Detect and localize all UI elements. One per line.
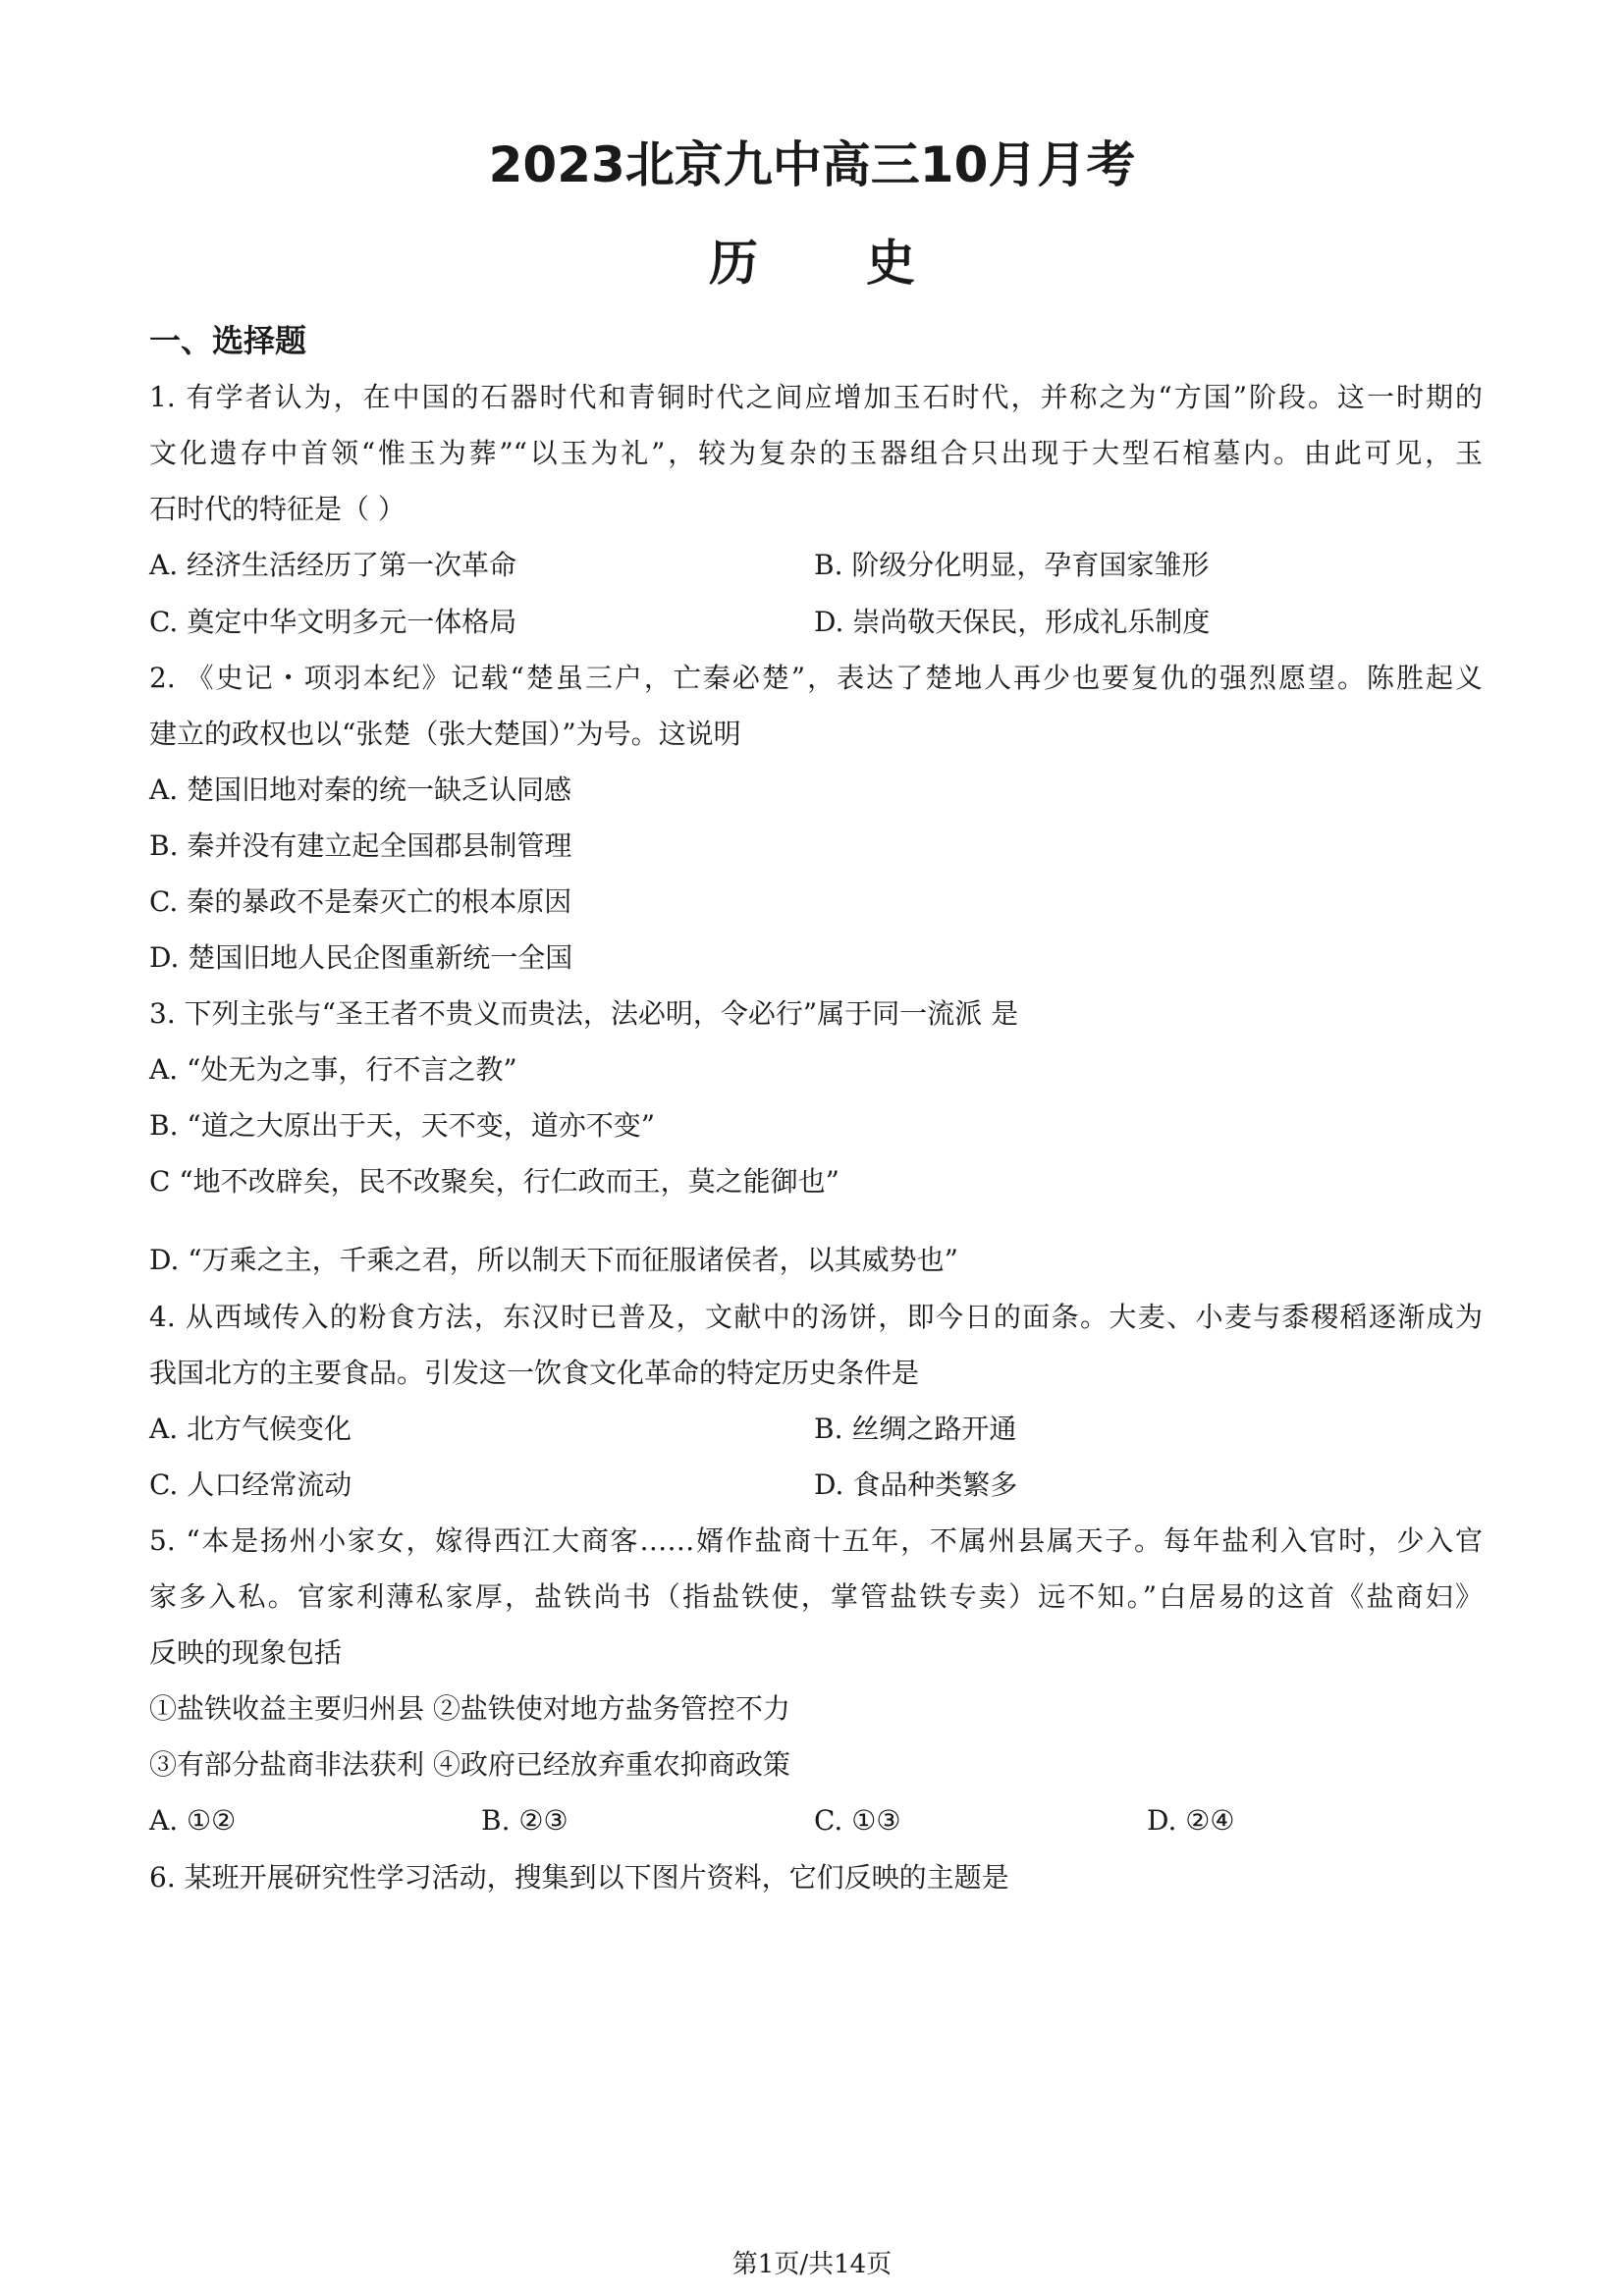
question-2-option-a: A. 楚国旧地对秦的统一缺乏认同感 [149,774,572,806]
question-1-option-a: A. 经济生活经历了第一次革命 [149,549,517,581]
subject-char-left: 历 [709,235,758,292]
question-3-option-b: B. “道之大原出于天，天不变，道亦不变” [149,1109,656,1142]
question-1-stem-line-1: 1. 有学者认为，在中国的石器时代和青铜时代之间应增加玉石时代，并称之为“方国”阶段。这一时期的 [149,381,1483,413]
question-5-stem-line-2: 家多入私。官家利薄私家厚，盐铁尚书（指盐铁使，掌管盐铁专卖）远不知。”白居易的这首《盐商妇》 [149,1580,1483,1613]
question-5-option-b: B. ②③ [481,1804,568,1837]
question-1-option-d: D. 崇尚敬天保民，形成礼乐制度 [814,606,1211,638]
question-1-option-c: C. 奠定中华文明多元一体格局 [149,606,517,638]
question-5-stem-line-1: 5. “本是扬州小家女，嫁得西江大商客……婿作盐商十五年，不属州县属天子。每年盐利入官时，少入官 [149,1524,1483,1557]
subject-char-right: 史 [866,235,915,292]
question-2-option-b: B. 秦并没有建立起全国郡县制管理 [149,829,572,862]
question-2-stem-line-1: 2. 《史记・项羽本纪》记载“楚虽三户，亡秦必楚”，表达了楚地人再少也要复仇的强烈愿望。陈胜起义 [149,662,1483,694]
section-heading: 一、选择题 [149,322,307,359]
question-4-stem-line-1: 4. 从西域传入的粉食方法，东汉时已普及，文献中的汤饼，即今日的面条。大麦、小麦与黍稷稻逐渐成为 [149,1301,1483,1333]
question-2-option-d: D. 楚国旧地人民企图重新统一全国 [149,941,573,974]
subject-title [0,224,1624,294]
question-5-option-d: D. ②④ [1147,1804,1235,1837]
exam-title: 2023北京九中高三10月月考 [488,136,1136,193]
question-1-option-b: B. 阶级分化明显，孕育国家雏形 [814,549,1210,581]
question-3-option-d: D. “万乘之主，千乘之君，所以制天下而征服诸侯者，以其威势也” [149,1244,958,1276]
question-6-stem-line-1: 6. 某班开展研究性学习活动，搜集到以下图片资料，它们反映的主题是 [149,1861,1009,1894]
question-4-option-b: B. 丝绸之路开通 [814,1413,1017,1445]
question-5-statements-1-2: ①盐铁收益主要归州县 ②盐铁使对地方盐务管控不力 [149,1692,790,1725]
question-2-stem-line-2: 建立的政权也以“张楚（张大楚国）”为号。这说明 [149,718,741,750]
question-2-option-c: C. 秦的暴政不是秦灭亡的根本原因 [149,885,572,918]
question-3-option-c: C “地不改辟矣，民不改聚矣，行仁政而王，莫之能御也” [149,1165,839,1198]
question-1-stem-line-3: 石时代的特征是（ ） [149,493,406,525]
question-4-option-d: D. 食品种类繁多 [814,1468,1018,1501]
question-4-option-a: A. 北方气候变化 [149,1413,352,1445]
question-4-option-c: C. 人口经常流动 [149,1468,352,1501]
question-3-stem-line-1: 3. 下列主张与“圣王者不贵义而贵法，法必明，令必行”属于同一流派 是 [149,997,1019,1030]
question-5-statements-3-4: ③有部分盐商非法获利 ④政府已经放弃重农抑商政策 [149,1748,790,1781]
question-3-option-a: A. “处无为之事，行不言之教” [149,1053,517,1086]
question-4-stem-line-2: 我国北方的主要食品。引发这一饮食文化革命的特定历史条件是 [149,1357,920,1389]
question-5-stem-line-3: 反映的现象包括 [149,1636,343,1669]
question-5-option-a: A. ①② [149,1804,237,1837]
page-number: 第1页/共14页 [731,2250,893,2279]
question-5-option-c: C. ①③ [814,1804,901,1837]
question-1-stem-line-2: 文化遗存中首领“惟玉为葬”“以玉为礼”，较为复杂的玉器组合只出现于大型石棺墓内。由此可见，玉 [149,437,1483,469]
